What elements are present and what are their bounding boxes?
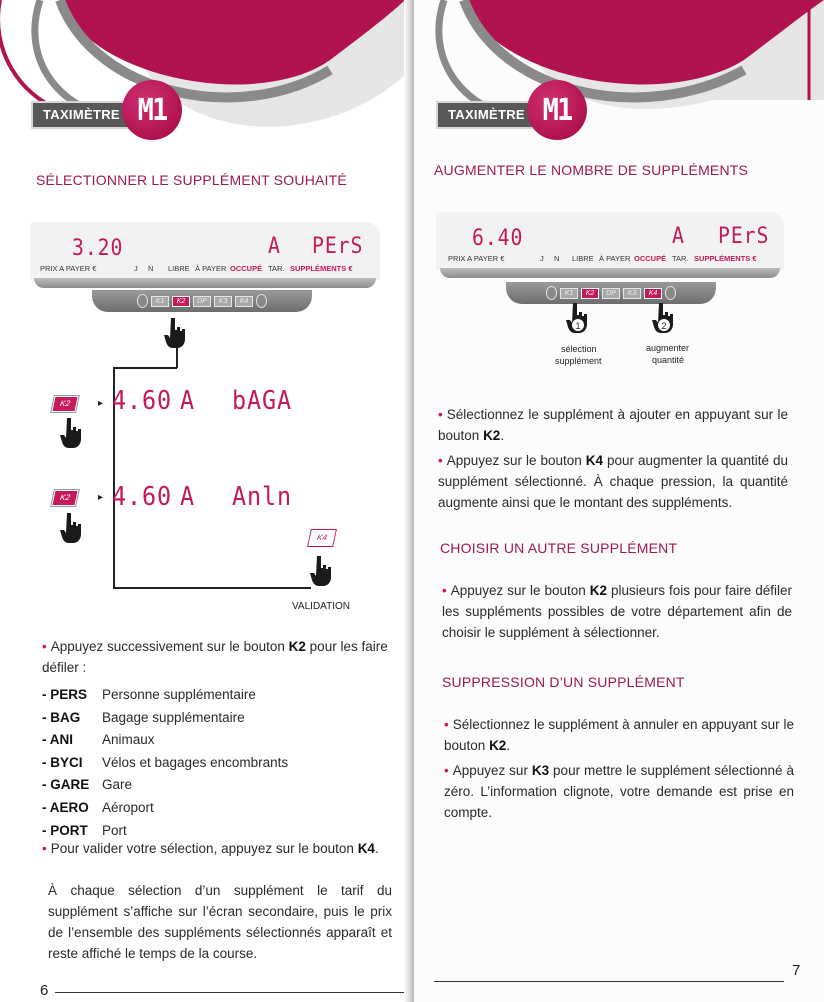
- callout-2-line2: quantité: [652, 355, 685, 365]
- bullet-icon: •: [42, 639, 47, 654]
- key-k2: K2: [172, 296, 190, 307]
- right-knob: [256, 294, 267, 308]
- bullet-icon: •: [438, 407, 443, 422]
- callout-number-1: 1: [571, 318, 585, 332]
- a-payer-label: À PAYER: [195, 264, 227, 273]
- pointing-hand-icon: [60, 418, 82, 448]
- step2-code: Anln: [232, 482, 292, 512]
- validation-key-badge: K4: [308, 530, 335, 546]
- supplements-label: SUPPLÉMENTS €: [694, 254, 757, 263]
- j-label: J: [540, 254, 544, 263]
- section-heading: AUGMENTER LE NOMBRE DE SUPPLÉMENTS: [434, 162, 749, 178]
- bullet-1: • Sélectionnez le supplément à ajouter en appuyant sur le bouton K2.: [438, 407, 788, 443]
- pointing-hand-icon: [310, 556, 332, 586]
- key-k2: K2: [581, 288, 599, 299]
- list-item: - PERS Personne supplémentaire: [42, 687, 256, 702]
- bullet-icon: •: [444, 717, 449, 732]
- page-number: 7: [792, 962, 801, 979]
- bullet-icon: •: [442, 583, 447, 598]
- price-label: PRIX A PAYER €: [448, 254, 505, 263]
- taximeter-keypad: [92, 290, 312, 312]
- price-label: PRIX A PAYER €: [40, 264, 97, 273]
- list-item: - GARE Gare: [42, 777, 133, 793]
- flow-line: [113, 587, 311, 589]
- brand-tag: TAXIMÈTRE: [33, 103, 130, 127]
- intro-text: • Appuyez successivement sur le bouton K2 pour les faire défiler :: [42, 639, 388, 675]
- price-display: 3.20: [72, 236, 124, 261]
- section-heading-2: CHOISIR UN AUTRE SUPPLÉMENT: [440, 540, 678, 556]
- step1-price: 4.60: [112, 386, 172, 416]
- callout-number-2: 2: [657, 318, 671, 332]
- explanation-paragraph: À chaque sélection d’un supplément le tarif du supplément s’affiche sur l’écran secondaire, puis le prix de l’ensemble des suppléments sélectionnés apparaît et reste affiché le temps de la course.: [48, 883, 392, 961]
- supplement-display: PErS: [718, 224, 770, 249]
- key-k3: K3: [214, 296, 232, 307]
- tariff-display: A: [672, 224, 685, 249]
- step1-tariff: A: [180, 386, 195, 416]
- section-heading-3: SUPPRESSION D’UN SUPPLÉMENT: [442, 674, 685, 690]
- step2-price: 4.60: [112, 482, 172, 512]
- supplement-display: PErS: [312, 234, 364, 259]
- left-knob: [137, 294, 148, 308]
- list-item: - PORT Port: [42, 822, 127, 838]
- left-knob: [546, 286, 557, 300]
- taximeter-display: [30, 222, 380, 362]
- supplement-list: [42, 684, 288, 842]
- tar-label: TAR.: [268, 264, 285, 273]
- key-k1: K1: [560, 288, 578, 299]
- key-k4: K4: [235, 296, 253, 307]
- libre-label: LIBRE: [572, 254, 594, 263]
- key-dp: DP: [602, 288, 620, 299]
- key-dp: DP: [193, 296, 211, 307]
- list-item: - BYCI Vélos et bagages encombrants: [42, 754, 289, 770]
- brand-tag: TAXIMÈTRE: [438, 103, 535, 127]
- section-heading: SÉLECTIONNER LE SUPPLÉMENT SOUHAITÉ: [36, 172, 347, 188]
- libre-label: LIBRE: [168, 264, 190, 273]
- tariff-display: A: [268, 234, 281, 259]
- bullet-3: • Appuyez sur le bouton K2 plusieurs fois pour faire défiler les suppléments possibles de votre département afin de choisir le supplément à sélectionner.: [442, 583, 792, 640]
- validation-label: VALIDATION: [292, 601, 350, 612]
- key-k3: K3: [623, 288, 641, 299]
- step2-key-badge: K2: [51, 490, 78, 506]
- brand-logo-text: M1: [542, 92, 572, 128]
- n-label: N: [554, 254, 560, 263]
- list-item: - AERO Aéroport: [42, 799, 154, 815]
- page-number: 6: [40, 982, 49, 999]
- bullet-icon: •: [42, 841, 47, 856]
- flow-line: [113, 367, 177, 369]
- bullet-5: • Appuyez sur K3 pour mettre le supplément sélectionné à zéro. L’information clignote, votre demande est prise en compte.: [444, 763, 794, 820]
- bullet-icon: •: [444, 763, 449, 778]
- n-label: N: [148, 264, 154, 273]
- bullet-icon: •: [438, 453, 443, 468]
- bullet-2: • Appuyez sur le bouton K4 pour augmenter la quantité du supplément sélectionné. À chaque pression, la quantité augmente ainsi que le montant des suppléments.: [438, 453, 788, 510]
- brand-logo-text: M1: [137, 92, 167, 128]
- taximeter-display: [436, 212, 784, 322]
- list-item: - ANI Animaux: [42, 732, 155, 748]
- pointing-hand-icon: [60, 513, 82, 543]
- right-page: [414, 0, 824, 1002]
- tar-label: TAR.: [672, 254, 689, 263]
- list-item: - BAG Bagage supplémentaire: [42, 709, 245, 725]
- key-k1: K1: [151, 296, 169, 307]
- footer-rule: [434, 981, 784, 982]
- callout-1-line1: sélection: [561, 344, 597, 354]
- taximeter-keypad: [506, 282, 716, 304]
- key-k4: K4: [644, 288, 662, 299]
- j-label: J: [134, 264, 138, 273]
- a-payer-label: À PAYER: [599, 254, 631, 263]
- flow-line: [176, 348, 178, 368]
- bullet-4: • Sélectionnez le supplément à annuler en appuyant sur le bouton K2.: [444, 717, 794, 753]
- arrow-icon: ▸: [98, 398, 104, 409]
- pointing-hand-icon: [164, 318, 186, 348]
- left-page: [0, 0, 410, 1002]
- supplements-label: SUPPLÉMENTS €: [290, 264, 353, 273]
- price-display: 6.40: [472, 226, 524, 251]
- validate-text: • Pour valider votre sélection, appuyez sur le bouton K4.: [42, 841, 379, 856]
- step1-key-badge: K2: [51, 396, 78, 412]
- arrow-icon: ▸: [98, 492, 104, 503]
- footer-rule: [55, 992, 405, 993]
- right-knob: [665, 286, 676, 300]
- brand-logo-badge: [527, 80, 587, 140]
- occupe-label: OCCUPÉ: [230, 264, 263, 273]
- brand-logo-badge: [122, 80, 182, 140]
- callout-2-line1: augmenter: [646, 343, 690, 353]
- step1-code: bAGA: [232, 386, 292, 416]
- callout-1-line2: supplément: [555, 356, 602, 366]
- step2-tariff: A: [180, 482, 195, 512]
- occupe-label: OCCUPÉ: [634, 254, 667, 263]
